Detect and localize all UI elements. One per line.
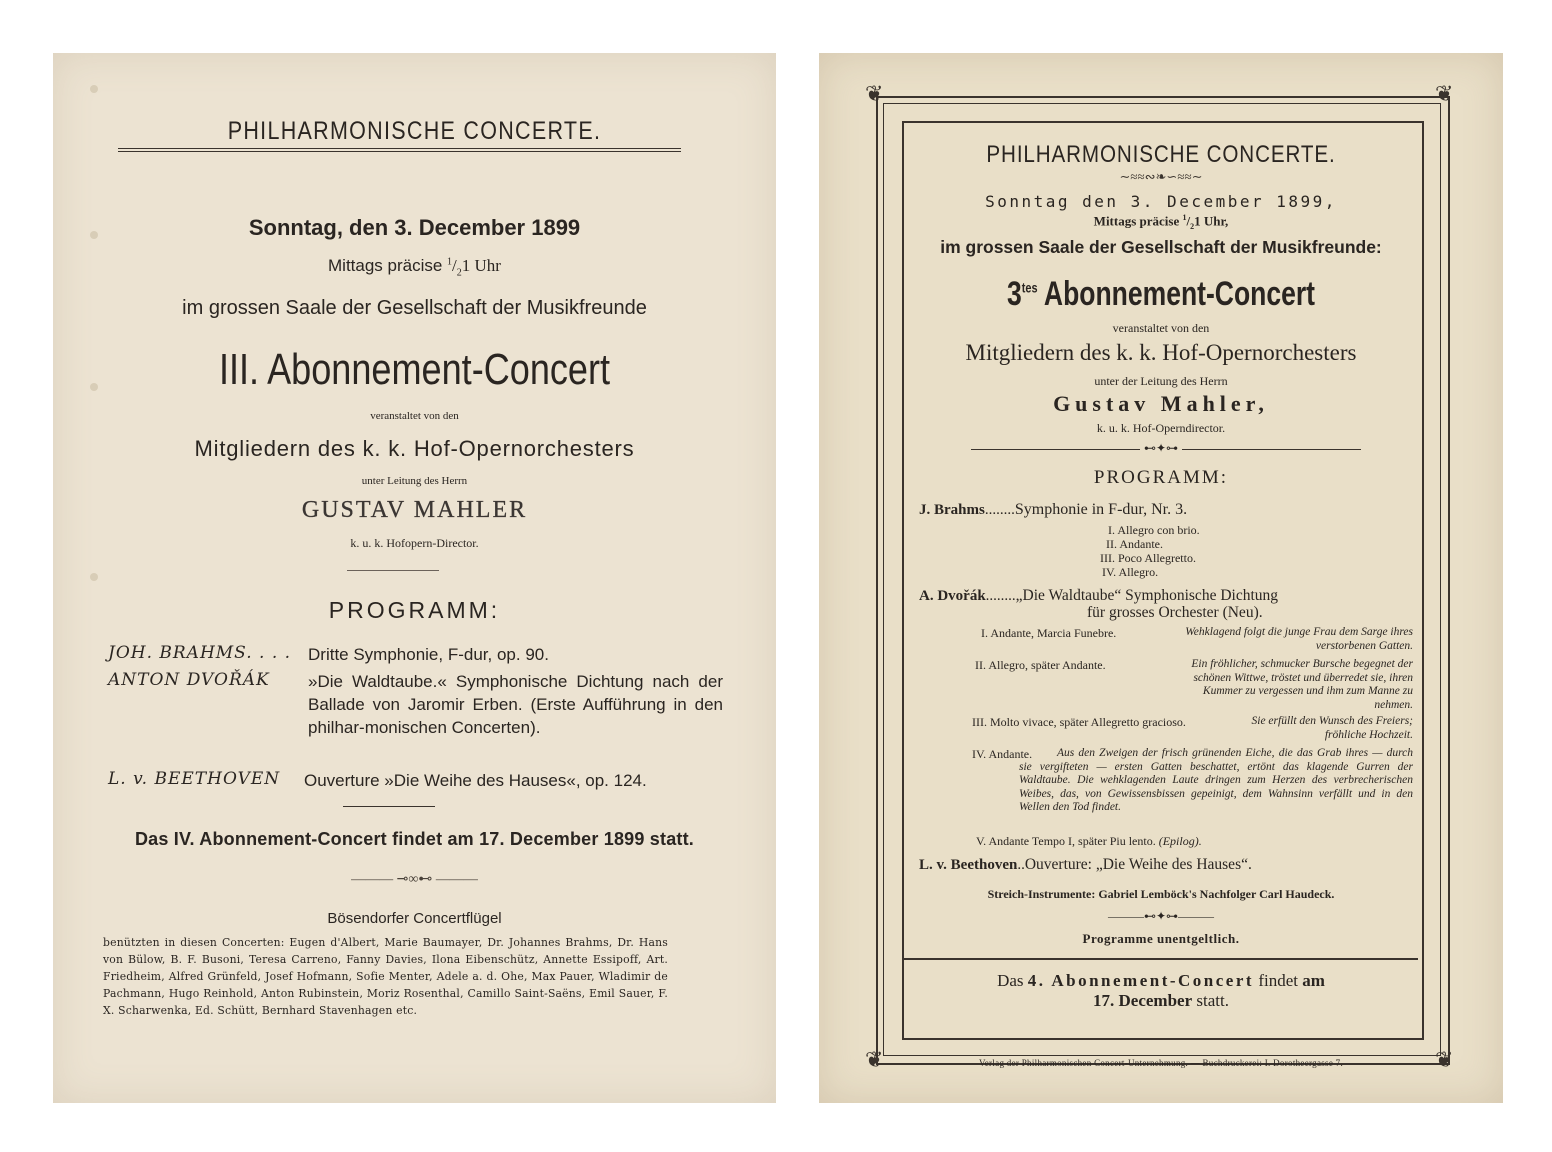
orchestra: Mitgliedern des k. k. Hof-Opernorchesters xyxy=(965,340,1357,365)
organized-by: veranstaltet von den xyxy=(1112,321,1210,335)
movement-description: Sie erfüllt den Wunsch des Freiers; fröhliche Hochzeit. xyxy=(1251,715,1413,741)
punch-hole xyxy=(90,383,98,391)
ornament-divider: ——— ⊸∞⊷ ——— xyxy=(351,872,478,887)
movement-description: Wehklagend folgt die junge Frau dem Sarge ihres verstorbenen Gatten. xyxy=(1185,626,1413,652)
movement: IV. Allegro. xyxy=(1102,565,1159,579)
organized-by: veranstaltet von den xyxy=(370,410,459,422)
movement-tempo: III. Molto vivace, später Allegretto gracioso. xyxy=(972,715,1186,729)
ornament-divider: ———⊷✦⊶——— xyxy=(1107,909,1215,923)
punch-hole xyxy=(90,85,98,93)
concert-title: III. Abonnement-Concert xyxy=(218,345,611,394)
date: Sonntag, den 3. December 1899 xyxy=(248,215,581,240)
divider xyxy=(347,570,439,571)
movement-tempo: I. Andante, Marcia Funebre. xyxy=(981,626,1117,640)
corner-ornament-icon: ❦ xyxy=(1435,1047,1454,1072)
conductor-title: k. u. k. Hof-Operndirector. xyxy=(1096,421,1226,435)
conductor: Gustav Mahler, xyxy=(1053,391,1269,416)
venue: im grossen Saale der Gesellschaft der Musikfreunde xyxy=(182,297,647,319)
free-programme: Programme unentgeltlich. xyxy=(1082,931,1240,946)
conductor-title: k. u. k. Hofopern-Director. xyxy=(350,536,479,550)
ornament-divider: ⊷✦⊶ xyxy=(819,441,1503,456)
inner-frame xyxy=(902,121,1424,1040)
ornament-divider: ∼≈≈∾❧∽≈≈∼ xyxy=(1119,169,1203,184)
next-concert: Das IV. Abonnement-Concert findet am 17. December 1899 statt. xyxy=(134,829,695,849)
header-rule xyxy=(118,148,681,152)
time: Mittags präcise $^1/_21$ Uhr, xyxy=(1093,213,1229,231)
date: Sonntag den 3. December 1899, xyxy=(985,192,1337,211)
header: PHILHARMONISCHE CONCERTE. xyxy=(227,117,602,145)
right-programme-page xyxy=(819,53,1503,1103)
conductor-intro: unter Leitung des Herrn xyxy=(361,475,468,487)
programme-heading: PROGRAMM: xyxy=(1093,467,1229,488)
corner-ornament-icon: ❦ xyxy=(865,81,884,106)
imprint: Verlag der Philharmonischen Concert-Unternehmung. — Buchdruckerei: I. Dorotheergasse 7. xyxy=(978,1058,1344,1068)
work-line: für grosses Orchester (Neu). xyxy=(1087,604,1263,621)
movement-tempo: II. Allegro, später Andante. xyxy=(975,658,1106,672)
header: PHILHARMONISCHE CONCERTE. xyxy=(986,141,1336,168)
time: Mittags präcise $^1/_21$ Uhr xyxy=(328,256,501,279)
programme-item-beethoven: L. v. Beethoven..Ouverture: „Die Weihe des Hauses“. xyxy=(919,856,1252,873)
movement-tempo: IV. Andante. xyxy=(972,747,1033,761)
conductor: GUSTAV MAHLER xyxy=(301,497,528,523)
programme-item-brahms: J. Brahms........Symphonie in F-dur, Nr. 3. xyxy=(919,501,1188,518)
concert-title: $3^{tes}$ Abonnement-Concert xyxy=(1006,275,1316,313)
movement: II. Andante. xyxy=(1106,537,1163,551)
left-programme-page: PHILHARMONISCHE CONCERTE. Sonntag, den 3. December 1899 Mittags präcise $^1/_21$ Uhr im grossen Saale der Gesellschaft der Musikfreunde III. Abonnement-Concert veranstaltet von den Mitgliedern des k. k. Hof-Opernorchesters unter Leitung des Herrn GUSTAV MAHLER k. u. k. Hofopern-Director. PROGRAMM: JOH. BRAHMS. . . . Dritte Symphonie, F-dur, op. 90. ANTON DVOŘÁK »Die Waldtaube.« Symphonische Dichtung nach der Ballade von Jaromir Erben. (Erste Aufführung in den philhar-monischen Concerten). L. v. BEETHOVEN Ouverture »Die Weihe des Hauses«, op. 124. Das IV. Abonnement-Concert findet am 17. December 1899 statt. ——— ⊸∞⊷ ——— Bösendorfer Concertflügel benützten in diesen Concerten: Eugen d'Albert, Marie Baumayer, Dr. Johannes Brahms, Dr. Hans von Bülow, B. F. Busoni, Teresa Carreno, Fanny Davies, Ilona Eibenschütz, Annette Essipoff, Art. Friedheim, Alfred Grünfeld, Josef Hofmann, Sofie Menter, Adele a. d. Ohe, Max Pauer, Wladimir de Pachmann, Hugo Reinhold, Anton Rubinstein, Moriz Rosenthal, Camillo Saint-Saëns, Emil Sauer, F. X. Scharwenka, Ed. Schütt, Bernhard Stavenhagen etc. xyxy=(53,53,776,1103)
punch-hole xyxy=(90,573,98,581)
piano-endorsement: benützten in diesen Concerten: Eugen d'Albert, Marie Baumayer, Dr. Johannes Brahms, Dr. Hans von Bülow, B. F. Busoni, Teresa Carreno, Fanny Davies, Ilona Eibenschütz, Annette Essipoff, Art. Friedheim, Alfred Grünfeld, Josef Hofmann, Sofie Menter, Adele a. d. Ohe, Max Pauer, Wladimir de Pachmann, Hugo Reinhold, Anton Rubinstein, Moriz Rosenthal, Camillo Saint-Saëns, Emil Sauer, F. X. Scharwenka, Ed. Schütt, Bernhard Stavenhagen etc. xyxy=(103,936,668,1017)
next-concert: Das 4. Abonnement-Concert findet am xyxy=(997,971,1325,990)
movement: I. Allegro con brio. xyxy=(1108,523,1200,537)
programme-item-dvorak: A. Dvořák........„Die Waldtaube“ Symphonische Dichtung xyxy=(919,587,1279,604)
movement-tempo: V. Andante Tempo I, später Piu lento. (Epilog). xyxy=(976,834,1202,848)
piano-heading: Bösendorfer Concertflügel xyxy=(327,910,502,927)
programme-heading: PROGRAMM: xyxy=(328,597,501,623)
conductor-intro: unter der Leitung des Herrn xyxy=(1094,374,1228,388)
orchestra: Mitgliedern des k. k. Hof-Opernorchesters xyxy=(194,436,635,461)
movement: III. Poco Allegretto. xyxy=(1100,551,1196,565)
instruments-note: Streich-Instrumente: Gabriel Lemböck's Nachfolger Carl Haudeck. xyxy=(987,887,1335,901)
corner-ornament-icon: ❦ xyxy=(865,1047,884,1072)
divider xyxy=(904,958,1418,960)
corner-ornament-icon: ❦ xyxy=(1435,81,1454,106)
next-concert-date: 17. December statt. xyxy=(1093,991,1229,1010)
divider xyxy=(343,806,435,807)
venue: im grossen Saale der Gesellschaft der Musikfreunde: xyxy=(940,237,1382,257)
movement-description: Aus den Zweigen der frisch grünenden Eiche, die das Grab ihres — durch sie vergifteten — ersten Gatten beschattet, ertönt das klagende Gurren der Waldtaube. Die wehklagenden Laute dringen zum Herzen des verbrecherischen Weibes, das, von Gewissensbissen gepeinigt, dem Wahnsinn verfällt und in den Wellen den Tod findet. xyxy=(1019,747,1413,814)
movement-description: Ein fröhlicher, schmucker Bursche begegnet der schönen Wittwe, tröstet und überredet sie, ihren Kummer zu vergessen und ihm zum Manne zu nehmen. xyxy=(1191,658,1413,711)
